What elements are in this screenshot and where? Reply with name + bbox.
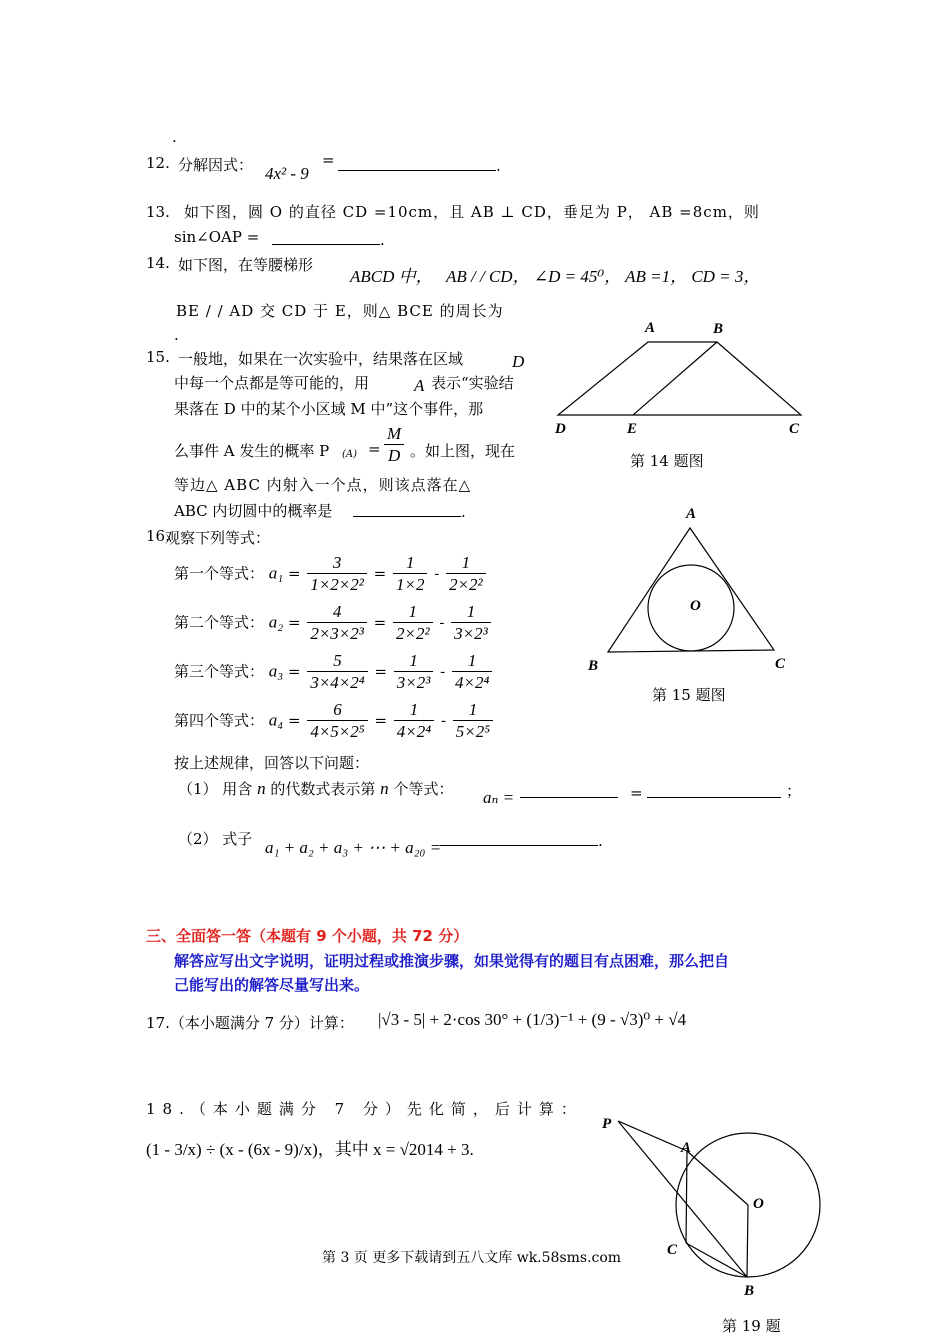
figure-15 (580, 500, 800, 680)
q16-part1: （1） 用含 n 的代数式表示第 n 个等式： (178, 779, 454, 798)
q15-line3: 果落在 D 中的某个小区域 M 中”这个事件，那 (174, 400, 484, 418)
q12-expression: 4x² - 9 (265, 164, 309, 183)
q15-event-a: A (414, 376, 425, 395)
label-a: A (686, 506, 697, 522)
q12-equals: = (322, 151, 335, 169)
q15-line1: 一般地，如果在一次实验中，结果落在区域 (178, 350, 464, 368)
stray-dot: . (172, 128, 177, 146)
q16-blank-3[interactable]: . (440, 832, 603, 850)
row-a: a₂ (268, 612, 284, 632)
row-label: 第二个等式： (174, 613, 265, 632)
q15-line6: ABC 内切圆中的概率是 (174, 502, 333, 520)
q13-number: 13. (146, 203, 170, 221)
q18-text: 18.（本小题满分 7 分）先化简，后计算： (146, 1100, 583, 1118)
fig19-caption: 第 19 题 (722, 1317, 781, 1335)
label-c: C (789, 421, 800, 437)
q16-row-4: 第四个等式： a₄ = $\frac{6}{\text{4×5×2⁵}}$ = $\frac{1}{\text{4×2⁴}}$ - $\frac{1}{\text{5×2⁵}}$ (174, 700, 495, 743)
fig14-caption: 第 14 题图 (630, 452, 704, 470)
label-c: C (775, 656, 786, 672)
label-p: P (602, 1116, 612, 1132)
segment-be (633, 342, 717, 415)
row-a: a₁ (268, 563, 284, 583)
page-footer: 第 3 页 更多下载请到五八文库 wk.58sms.com (322, 1250, 622, 1266)
q15-answer-blank[interactable]: . (353, 500, 466, 521)
q12-number: 12. (146, 154, 170, 172)
q14-answer-dot: . (174, 326, 179, 344)
q14-line1: 如下图，在等腰梯形 (178, 256, 314, 274)
q16-blank-1[interactable] (520, 784, 618, 802)
row-a: a₃ (268, 661, 284, 681)
triangle-abc (608, 528, 774, 652)
q15-number: 15. (146, 348, 170, 366)
trapezoid-abcd (558, 342, 801, 415)
q13-line2: sin∠OAP = (174, 228, 260, 246)
q15-frac-num: M (384, 424, 404, 445)
q14-line1b: ABCD 中， (350, 267, 433, 286)
q15-line2: 中每一个点都是等可能的，用 (174, 374, 370, 392)
label-d: D (555, 421, 566, 437)
row-a: a₄ (268, 710, 284, 730)
q15-line4a: 么事件 A 发生的概率 P (174, 442, 330, 460)
q16-row-3: 第三个等式： a₃ = $\frac{5}{\text{3×4×2⁴}}$ = $\frac{1}{\text{3×2³}}$ - $\frac{1}{\text{4×2⁴}}$ (174, 651, 494, 694)
q15-line2b: 表示“实验结 (431, 374, 514, 392)
q15-frac-den: D (387, 446, 401, 465)
segment-pa (618, 1121, 687, 1151)
q17-text: 17.（本小题满分 7 分）计算： (146, 1014, 354, 1032)
segment-ao (687, 1151, 748, 1205)
q14-number: 14. (146, 254, 170, 272)
segment-cb (686, 1243, 747, 1277)
q12-text: 分解因式： (178, 156, 254, 174)
q16-rule: 按上述规律，回答以下问题： (174, 754, 370, 772)
label-o: O (753, 1196, 764, 1212)
q14-line1c: AB / / CD， ∠D = 45⁰， AB =1， CD = 3， (446, 267, 761, 286)
q16-sum: a₁ + a₂ + a₃ + ⋯ + a₂₀ = (265, 838, 442, 857)
q15-line5: 等边△ ABC 内射入一个点，则该点落在△ (174, 476, 472, 494)
section-3-note-2: 己能写出的解答尽量写出来。 (174, 976, 370, 994)
row-label: 第四个等式： (174, 711, 265, 730)
label-e: E (627, 421, 638, 437)
q17-expression: |√3 - 5| + 2·cos 30° + (1/3)⁻¹ + (9 - √3)⁰ + √4 (378, 1010, 687, 1029)
q15-fraction (382, 424, 406, 467)
fig15-caption: 第 15 题图 (652, 686, 726, 704)
q13-answer-blank[interactable]: . (272, 228, 385, 249)
q16-an: aₙ = (483, 788, 515, 807)
row-label: 第一个等式： (174, 564, 265, 583)
q14-line2: BE / / AD 交 CD 于 E，则△ BCE 的周长为 (176, 302, 504, 320)
label-a: A (681, 1140, 692, 1156)
q18-expression: (1 - 3/x) ÷ (x - (6x - 9)/x)，其中 x = √2014 + 3. (146, 1140, 474, 1159)
label-a: A (645, 320, 656, 336)
q13-line1: 如下图，圆 O 的直径 CD =10cm，且 AB ⊥ CD，垂足为 P， AB =8cm，则 (184, 203, 760, 221)
q16-row-2: 第二个等式： a₂ = $\frac{4}{\text{2×3×2³}}$ = $\frac{1}{\text{2×2²}}$ - $\frac{1}{\text{3×2³}}$ (174, 602, 493, 645)
label-b: B (744, 1283, 755, 1299)
segment-ac (686, 1151, 687, 1243)
section-3-note-1: 解答应写出文字说明，证明过程或推演步骤，如果觉得有的题目有点困难，那么把自 (174, 952, 730, 970)
label-b: B (588, 658, 599, 674)
q16-row-1: 第一个等式： a₁ = $\frac{3}{\text{1×2×2²}}$ = $\frac{1}{1\times 2}$ - $\frac{1}{\text{2×2²}}$ (174, 553, 488, 596)
figure-19 (595, 1108, 835, 1308)
label-c: C (667, 1242, 678, 1258)
q15-prob-subscript: (A) (342, 449, 358, 460)
q12-answer-blank[interactable]: . (338, 154, 501, 175)
row-label: 第三个等式： (174, 662, 265, 681)
q16-number: 16. (146, 527, 170, 545)
q16-intro: 观察下列等式： (165, 529, 271, 547)
q15-equals: = (368, 440, 381, 458)
label-b: B (713, 321, 724, 337)
segment-ob (747, 1205, 748, 1277)
q15-region-d: D (512, 352, 525, 371)
q16-part2: （2） 式子 (178, 830, 253, 848)
label-o: O (690, 598, 701, 614)
q16-semicolon: ； (786, 782, 802, 800)
section-3-title: 三、全面答一答（本题有 9 个小题，共 72 分） (146, 927, 469, 945)
q16-blank-2[interactable]: = (630, 784, 781, 802)
q15-line4c: 。如上图，现在 (410, 442, 516, 460)
